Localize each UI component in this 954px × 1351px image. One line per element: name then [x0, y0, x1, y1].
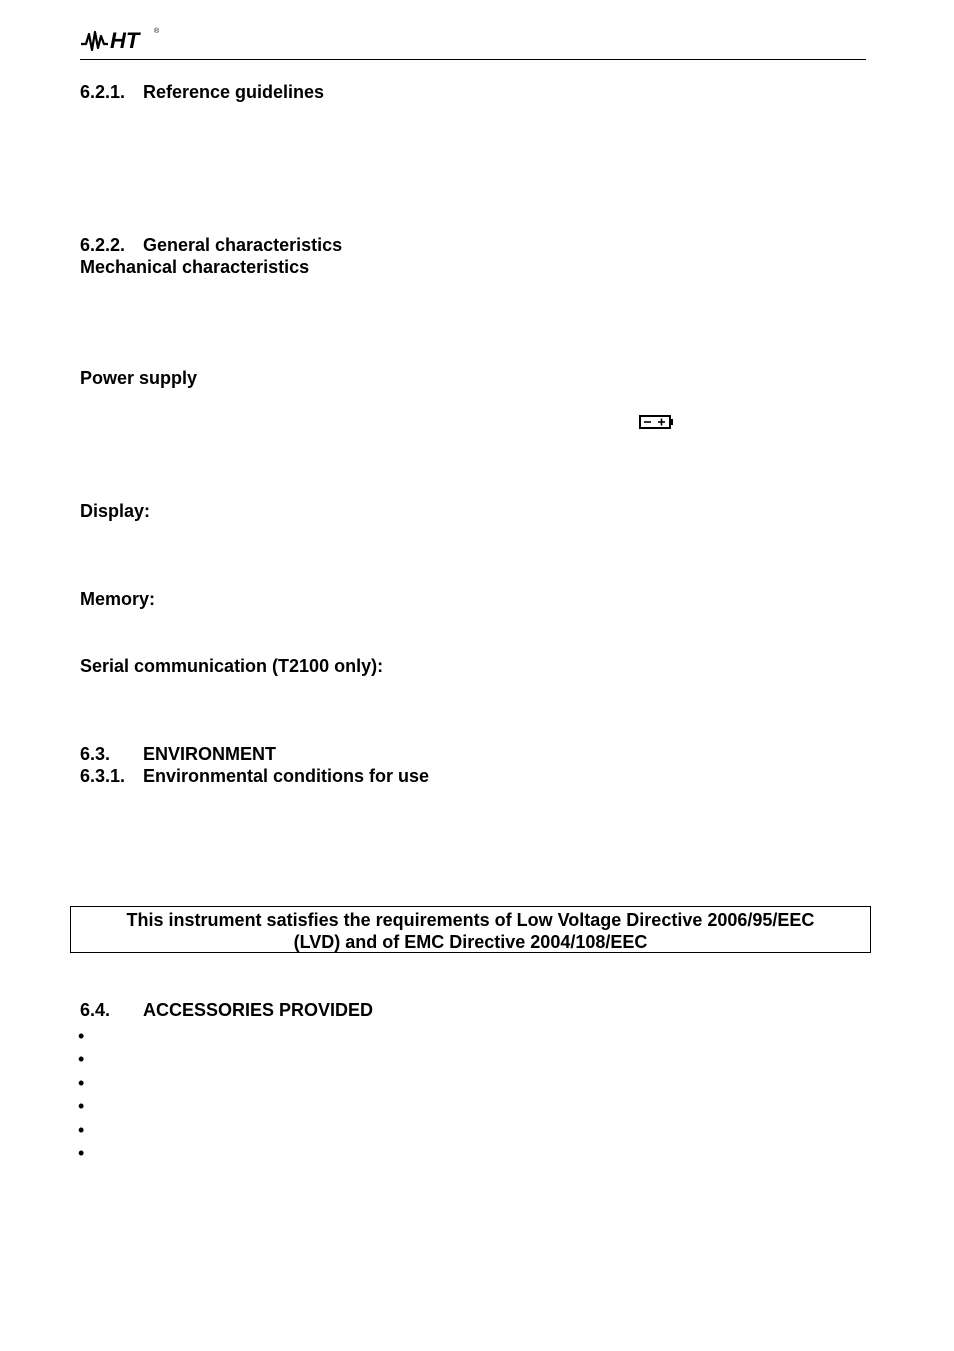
registered-mark: ® [154, 28, 160, 35]
section-number: 6.4. [80, 1000, 111, 1020]
section-heading-6-3-1 [80, 765, 429, 787]
notice-line-2: (LVD) and of EMC Directive 2004/108/EEC [293, 932, 648, 952]
section-title: Reference guidelines [143, 82, 325, 102]
subheading-mechanical: Mechanical characteristics [80, 257, 310, 277]
compliance-notice-box [70, 906, 871, 953]
subheading-power-supply: Power supply [80, 368, 198, 388]
list-item: • [78, 1026, 85, 1046]
section-heading-6-3 [80, 743, 276, 765]
list-item: • [78, 1049, 85, 1070]
section-number: 6.2.2. [80, 235, 126, 255]
list-item: • [78, 1119, 85, 1140]
section-title: ENVIRONMENT [143, 744, 277, 764]
list-item: • [78, 1096, 85, 1117]
list-item: • [78, 1072, 85, 1093]
list-item: • [78, 1142, 85, 1163]
logo-text: HT [110, 28, 140, 53]
section-number: 6.3.1. [80, 766, 126, 786]
section-heading-6-2-2 [80, 234, 342, 256]
subheading-serial-communication: Serial communication (T2100 only): [80, 656, 384, 676]
section-title: General characteristics [143, 235, 343, 255]
section-number: 6.2.1. [80, 82, 126, 102]
ht-logo [80, 24, 162, 54]
header-rule [80, 59, 866, 60]
section-title: Environmental conditions for use [143, 766, 430, 786]
section-number: 6.3. [80, 744, 111, 764]
accessories-list [78, 1025, 84, 1165]
subheading-display: Display: [80, 501, 151, 521]
subheading-memory: Memory: [80, 589, 156, 609]
section-heading-6-4 [80, 999, 373, 1021]
section-heading-6-2-1 [80, 81, 324, 103]
notice-line-1: This instrument satisfies the requirements of Low Voltage Directive 2006/95/EEC [126, 910, 815, 930]
battery-icon [639, 414, 675, 430]
section-title: ACCESSORIES PROVIDED [143, 1000, 374, 1020]
